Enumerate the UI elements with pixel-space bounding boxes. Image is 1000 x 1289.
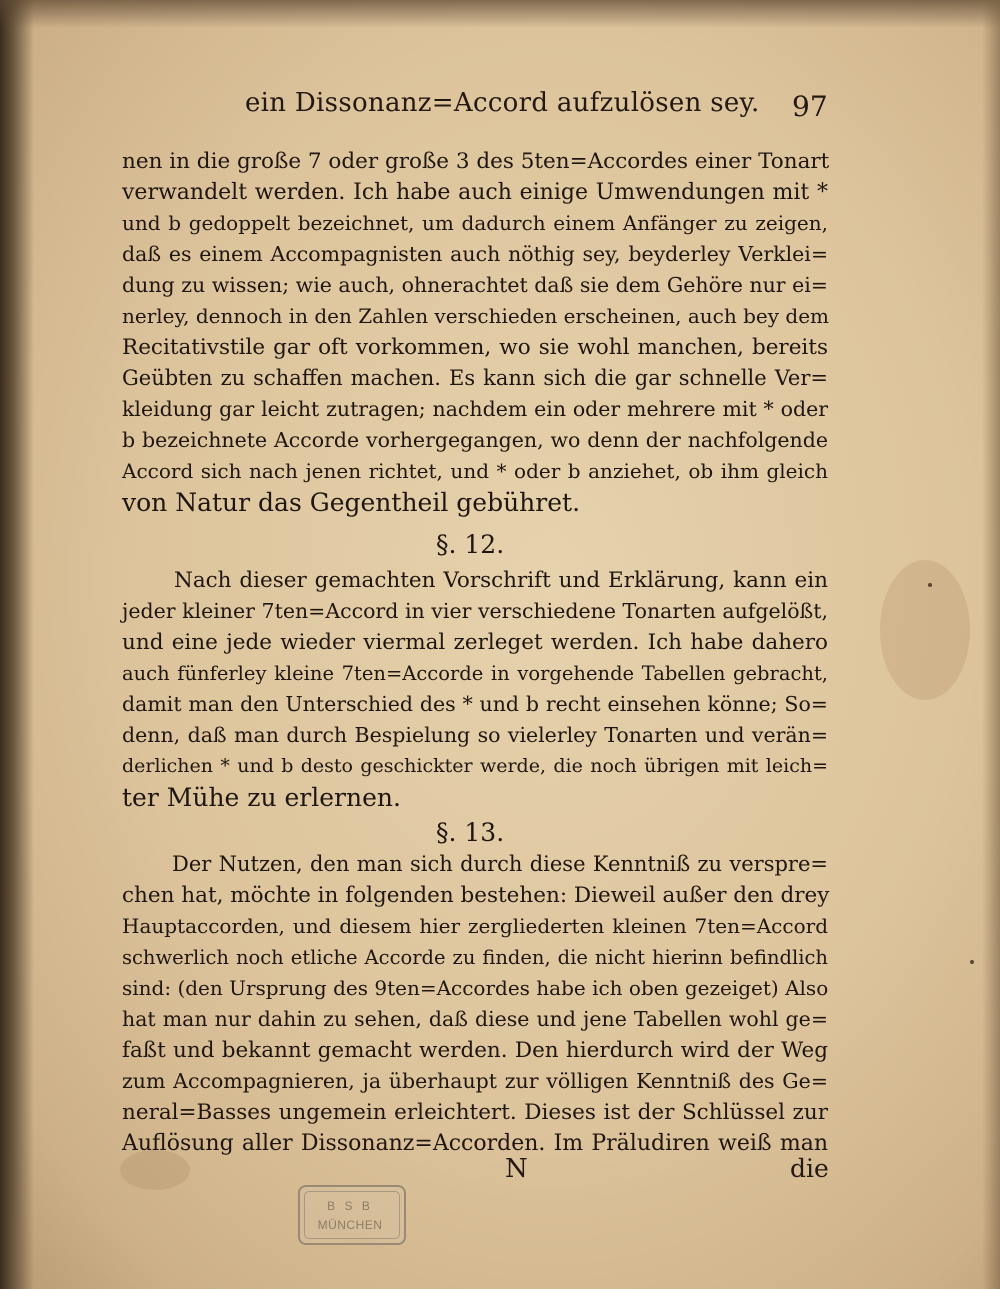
library-stamp	[298, 1185, 406, 1245]
body-line: nerley, dennoch in den Zahlen verschieden erscheinen, auch bey dem	[122, 304, 830, 328]
body-line: kleidung gar leicht zutragen; nachdem ein oder mehrere mit * oder	[122, 397, 828, 421]
page-number: 97	[792, 90, 828, 123]
section-line: auch fünferley kleine 7ten=Accorde in vorgehende Tabellen gebracht,	[122, 662, 828, 685]
section-line: und eine jede wieder viermal zerleget werden. Ich habe dahero	[122, 630, 828, 655]
section-line: neral=Basses ungemein erleichtert. Dieses ist der Schlüssel zur	[122, 1100, 828, 1125]
section-line: chen hat, möchte in folgenden bestehen: Dieweil außer den drey	[122, 883, 830, 908]
section-heading: §. 12.	[436, 530, 505, 559]
page-footer	[0, 1152, 1000, 1188]
margin-speck	[970, 960, 974, 964]
body-line: daß es einem Accompagnisten auch nöthig sey, beyderley Verklei=	[122, 242, 828, 266]
section-line: hat man nur dahin zu sehen, daß diese und jene Tabellen wohl ge=	[122, 1007, 828, 1031]
running-head	[0, 82, 1000, 128]
section-heading: §. 13.	[436, 818, 505, 847]
section-line: Der Nutzen, den man sich durch diese Kenntniß zu verspre=	[172, 852, 828, 876]
section-line: schwerlich noch etliche Accorde zu finden, die nicht hierinn befindlich	[122, 946, 828, 969]
body-line: von Natur das Gegentheil gebühret.	[122, 488, 581, 517]
top-edge-shadow	[0, 0, 1000, 28]
section-line: zum Accompagnieren, ja überhaupt zur völligen Kenntniß des Ge=	[122, 1069, 828, 1093]
stamp-text: B S B	[327, 1199, 373, 1213]
section-line: sind: (den Ursprung des 9ten=Accordes habe ich oben gezeiget) Also	[122, 976, 829, 1000]
section-line: Nach dieser gemachten Vorschrift und Erklärung, kann ein	[174, 568, 828, 593]
body-line: verwandelt werden. Ich habe auch einige Umwendungen mit *	[122, 180, 828, 205]
body-line: dung zu wissen; wie auch, ohnerachtet daß sie dem Gehöre nur ei=	[122, 273, 828, 297]
body-line: Accord sich nach jenen richtet, und * oder b anziehet, ob ihm gleich	[122, 459, 828, 483]
section-line: denn, daß man durch Bespielung so vielerley Tonarten und verän=	[122, 723, 828, 747]
section-line: Auflösung aller Dissonanz=Accorden. Im Präludiren weiß man	[122, 1131, 828, 1156]
section-line: ter Mühe zu erlernen.	[122, 783, 401, 812]
body-line: Recitativstile gar oft vorkommen, wo sie wohl manchen, bereits	[122, 335, 828, 360]
paper-stain	[880, 560, 970, 700]
body-line: nen in die große 7 oder große 3 des 5ten=Accordes einer Tonart	[122, 149, 830, 174]
catchword: die	[790, 1154, 829, 1183]
signature-mark: N	[505, 1154, 528, 1184]
margin-speck	[928, 583, 932, 587]
section-line: faßt und bekannt gemacht werden. Den hierdurch wird der Weg	[122, 1038, 828, 1063]
section-line: Hauptaccorden, und diesem hier zergliederten kleinen 7ten=Accord	[122, 914, 828, 938]
body-line: b bezeichnete Accorde vorhergegangen, wo denn der nachfolgende	[122, 428, 828, 452]
body-line: und b gedoppelt bezeichnet, um dadurch einem Anfänger zu zeigen,	[122, 211, 828, 235]
section-line: damit man den Unterschied des * und b recht einsehen könne; So=	[122, 692, 828, 716]
section-line: jeder kleiner 7ten=Accord in vier verschiedene Tonarten aufgelößt,	[122, 599, 828, 623]
body-line: Geübten zu schaffen machen. Es kann sich die gar schnelle Ver=	[122, 366, 828, 390]
stamp-text: MÜNCHEN	[317, 1218, 383, 1232]
running-title: ein Dissonanz=Accord aufzulösen sey.	[245, 88, 760, 118]
section-line: derlichen * und b desto geschickter werde, die noch übrigen mit leich=	[122, 755, 828, 777]
right-edge-shadow	[982, 0, 1000, 1289]
binding-gutter-shadow	[0, 0, 34, 1289]
